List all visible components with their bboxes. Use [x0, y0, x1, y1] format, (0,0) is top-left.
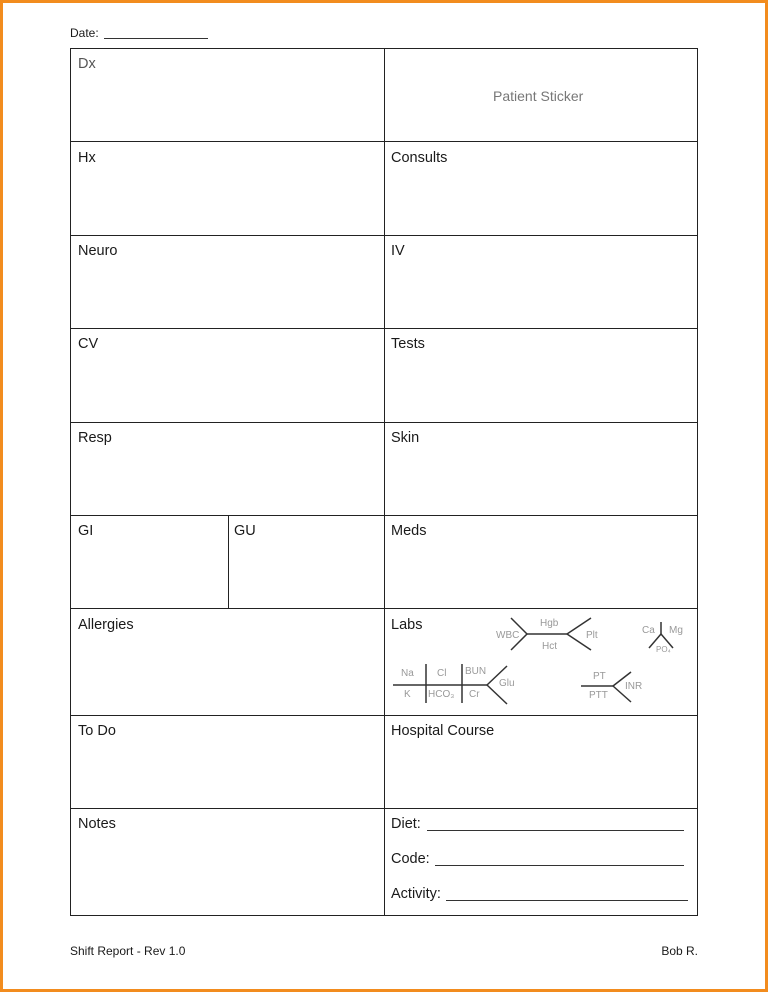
report-grid: [70, 48, 698, 916]
consults-label: Consults: [391, 150, 448, 166]
tests-label: Tests: [391, 336, 425, 352]
code-label: Code:: [391, 851, 430, 867]
hospital-course-label: Hospital Course: [391, 723, 495, 739]
po4-label: PO₄: [656, 645, 671, 654]
hct-label: Hct: [542, 641, 557, 652]
patient-sticker-placeholder: Patient Sticker: [493, 88, 584, 104]
wbc-label: WBC: [496, 630, 520, 641]
mg-label: Mg: [669, 625, 683, 636]
labs-label: Labs: [391, 617, 423, 633]
dx-label: Dx: [78, 56, 96, 72]
date-field[interactable]: [104, 38, 208, 39]
cl-label: Cl: [437, 668, 447, 679]
activity-field[interactable]: [446, 900, 688, 901]
todo-label: To Do: [78, 723, 116, 739]
code-field[interactable]: [435, 865, 684, 866]
k-label: K: [404, 689, 411, 700]
notes-label: Notes: [78, 816, 116, 832]
gi-gu-divider: [228, 515, 229, 608]
skin-label: Skin: [391, 430, 420, 446]
pt-label: PT: [593, 671, 606, 682]
meds-label: Meds: [391, 523, 427, 539]
hgb-label: Hgb: [540, 618, 559, 629]
ptt-label: PTT: [589, 690, 608, 701]
diet-label: Diet:: [391, 816, 421, 832]
glu-label: Glu: [499, 678, 515, 689]
iv-label: IV: [391, 243, 405, 259]
hx-label: Hx: [78, 150, 96, 166]
footer-author: Bob R.: [661, 944, 698, 958]
footer-revision: Shift Report - Rev 1.0: [70, 944, 186, 958]
plt-label: Plt: [586, 630, 598, 641]
activity-label: Activity:: [391, 886, 441, 902]
neuro-label: Neuro: [78, 243, 118, 259]
cv-label: CV: [78, 336, 99, 352]
gu-label: GU: [234, 523, 256, 539]
gi-label: GI: [78, 523, 94, 539]
bun-label: BUN: [465, 666, 487, 677]
ca-label: Ca: [642, 625, 655, 636]
date-label: Date:: [70, 26, 99, 40]
cr-label: Cr: [469, 689, 480, 700]
diet-field[interactable]: [427, 830, 684, 831]
hco3-label: HCO₃: [428, 689, 455, 700]
allergies-label: Allergies: [78, 617, 134, 633]
inr-label: INR: [625, 681, 643, 692]
column-divider: [384, 49, 385, 915]
resp-label: Resp: [78, 430, 112, 446]
na-label: Na: [401, 668, 414, 679]
